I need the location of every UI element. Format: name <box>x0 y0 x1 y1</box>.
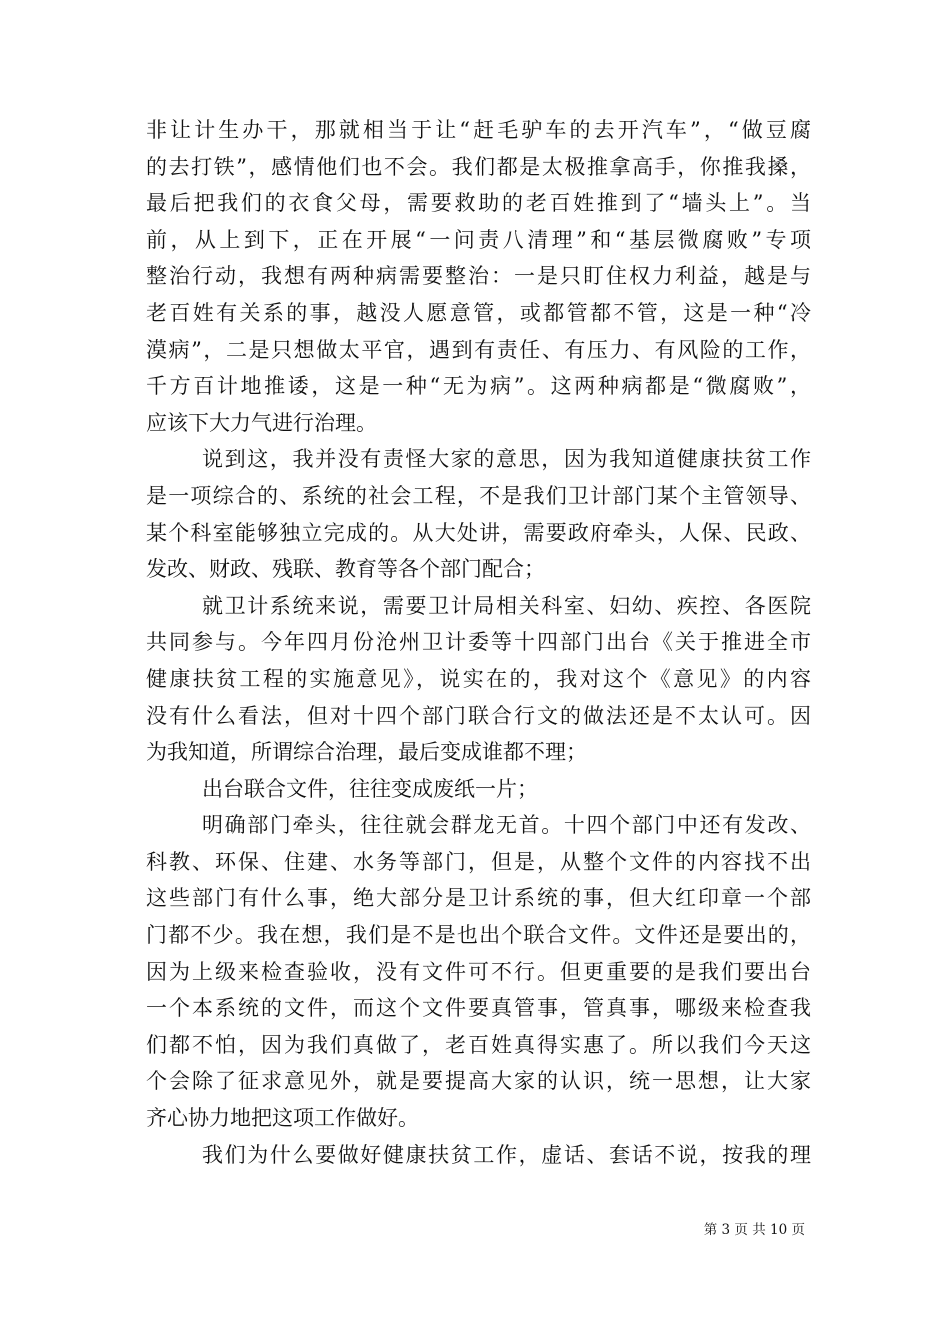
text-line: 整治行动，我想有两种病需要整治：一是只盯住权力利益，越是与 <box>146 264 811 289</box>
text-line: 老百姓有关系的事，越没人愿意管，或都管都不管，这是一种“冷 <box>146 300 811 325</box>
text-line: 因为上级来检查验收，没有文件可不行。但更重要的是我们要出台 <box>146 959 811 984</box>
text-line: 千方百计地推诿，这是一种“无为病”。这两种病都是“微腐败”， <box>146 374 811 399</box>
text-line: 应该下大力气进行治理。 <box>146 410 377 435</box>
text-line: 非让计生办干，那就相当于让“赶毛驴车的去开汽车”，“做豆腐 <box>146 118 811 142</box>
text-line: 我们为什么要做好健康扶贫工作，虚话、套话不说，按我的理 <box>202 1142 811 1167</box>
text-line: 为我知道，所谓综合治理，最后变成谁都不理； <box>146 740 587 765</box>
text-line: 齐心协力地把这项工作做好。 <box>146 1106 419 1131</box>
text-line: 某个科室能够独立完成的。从大处讲，需要政府牵头，人保、民政、 <box>146 520 811 545</box>
text-line: 门都不少。我在想，我们是不是也出个联合文件。文件还是要出的， <box>146 923 811 948</box>
text-line: 这些部门有什么事，绝大部分是卫计系统的事，但大红印章一个部 <box>146 886 811 911</box>
body-text <box>146 112 811 1173</box>
text-line: 们都不怕，因为我们真做了，老百姓真得实惠了。所以我们今天这 <box>146 1032 811 1057</box>
text-line: 是一项综合的、系统的社会工程，不是我们卫计部门某个主管领导、 <box>146 483 811 508</box>
text-line: 前，从上到下，正在开展“一问责八清理”和“基层微腐败”专项 <box>146 227 811 252</box>
text-line: 出台联合文件，往往变成废纸一片； <box>202 776 538 801</box>
text-line: 科教、环保、住建、水务等部门，但是，从整个文件的内容找不出 <box>146 849 811 874</box>
text-line: 的去打铁”，感情他们也不会。我们都是太极推拿高手，你推我搡， <box>146 154 811 179</box>
text-line: 共同参与。今年四月份沧州卫计委等十四部门出台《关于推进全市 <box>146 630 811 655</box>
text-line: 漠病”，二是只想做太平官，遇到有责任、有压力、有风险的工作， <box>146 337 811 362</box>
text-line: 个会除了征求意见外，就是要提高大家的认识，统一思想，让大家 <box>146 1069 811 1094</box>
page-number: 第 3 页 共 10 页 <box>703 1222 805 1238</box>
text-line: 明确部门牵头，往往就会群龙无首。十四个部门中还有发改、 <box>202 813 811 838</box>
text-line: 健康扶贫工程的实施意见》，说实在的，我对这个《意见》的内容 <box>146 666 811 691</box>
text-line: 说到这，我并没有责怪大家的意思，因为我知道健康扶贫工作 <box>202 447 811 472</box>
text-line: 没有什么看法，但对十四个部门联合行文的做法还是不太认可。因 <box>146 703 811 728</box>
text-line: 发改、财政、残联、教育等各个部门配合； <box>146 557 545 582</box>
text-line: 最后把我们的衣食父母，需要救助的老百姓推到了“墙头上”。当 <box>146 191 811 216</box>
text-line: 就卫计系统来说，需要卫计局相关科室、妇幼、疾控、各医院 <box>202 593 811 618</box>
text-line: 一个本系统的文件，而这个文件要真管事，管真事，哪级来检查我 <box>146 996 811 1021</box>
